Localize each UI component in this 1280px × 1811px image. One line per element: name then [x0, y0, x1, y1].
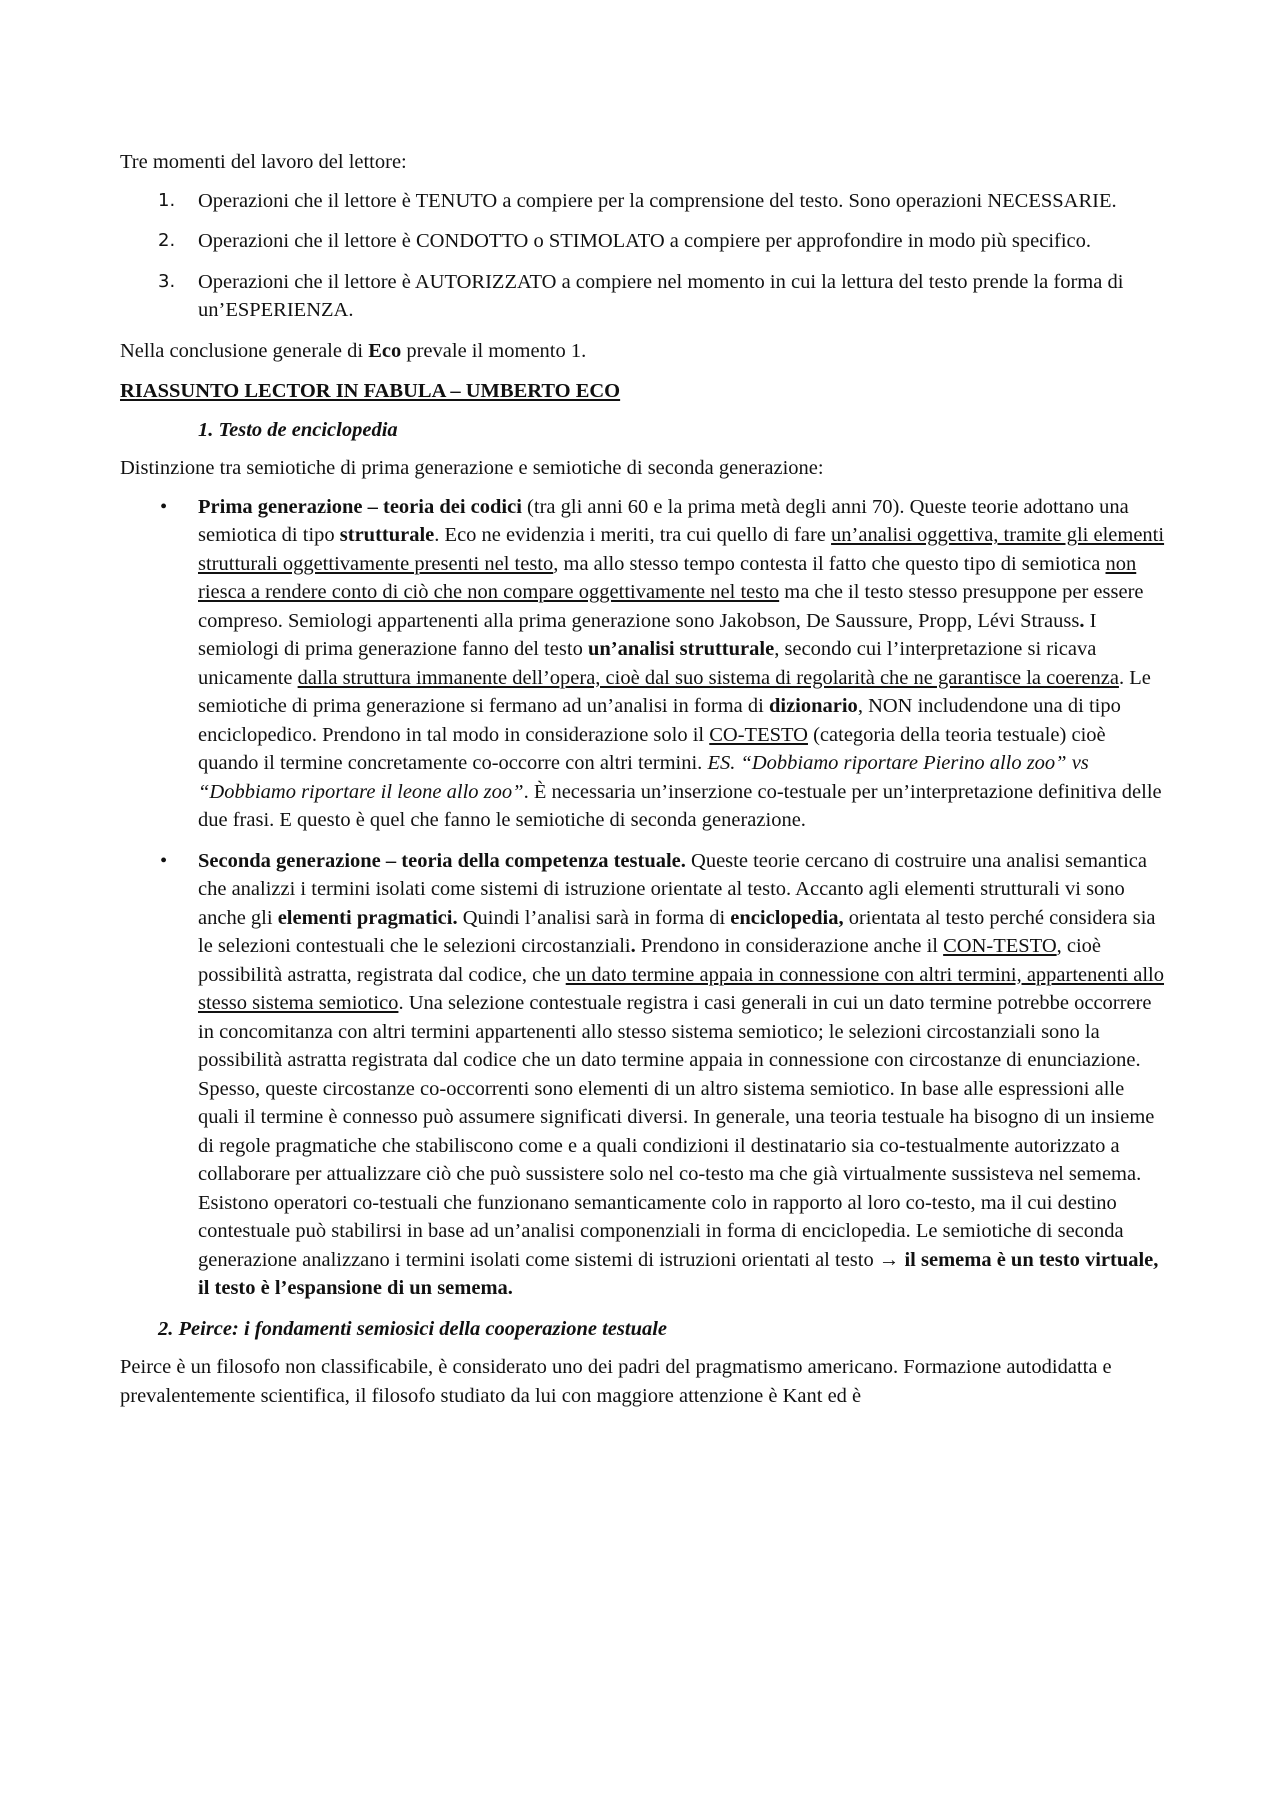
bold-run: Seconda generazione – teoria della competenza testuale.: [198, 849, 686, 872]
section-title-2: 2. Peirce: i fondamenti semiosici della cooperazione testuale: [158, 1317, 668, 1340]
bold-run: dizionario: [768, 695, 858, 717]
bullet-icon: •: [160, 849, 168, 872]
bold-run: strutturale: [339, 524, 435, 546]
distinction-paragraph: Distinzione tra semiotiche di prima generazione e semiotiche di seconda generazione:: [120, 457, 824, 479]
underline-run: un dato termine appaia in connessione con altri termini, appartenenti allo stesso sistema semiotico: [198, 963, 1165, 1014]
document-heading: RIASSUNTO LECTOR IN FABULA – UMBERTO ECO: [120, 380, 621, 402]
document-body: [120, 148, 1170, 1410]
text-run: , cioè possibilità astratta, registrata dal codice, che: [198, 935, 1102, 986]
text-run: , ma allo stesso tempo contesta il fatto che questo tipo di semiotica: [553, 552, 1106, 575]
list-marker: 1.: [158, 189, 176, 211]
text-run: . È necessaria un’inserzione co-testuale per un’interpretazione definitiva delle due frasi. E questo è quel che fanno le semiotiche di seconda generazione.: [198, 780, 1162, 831]
list-item: [120, 227, 1170, 256]
text-run: Quindi l’analisi sarà in forma di: [457, 906, 731, 929]
intro-line: Tre momenti del lavoro del lettore:: [120, 151, 407, 173]
list-item-second-generation: [120, 847, 1170, 1303]
list-item: [120, 268, 1170, 325]
italic-run: ES. “Dobbiamo riportare Pierino allo zoo” vs “Dobbiamo riportare il leone allo zoo”: [198, 752, 1089, 803]
list-item-text: Operazioni che il lettore è CONDOTTO o STIMOLATO a compiere per approfondire in modo più specifico.: [198, 230, 1092, 252]
first-generation-text: [198, 496, 1164, 832]
text-run: . Eco ne evidenzia i meriti, tra cui quello di fare: [434, 524, 832, 546]
text-run: , NON includendone una di tipo enciclopedico. Prendono in tal modo in considerazione solo il: [198, 695, 1121, 746]
text-run: Queste teorie cercano di costruire una analisi semantica che analizzi i termini isolati come sistemi di istruzione orientate al testo. Accanto agli elementi strutturali vi sono anche gli: [198, 849, 1147, 929]
reader-moments-list: [120, 187, 1170, 325]
arrow-right-icon: →: [878, 1248, 900, 1271]
text-run: . Una selezione contestuale registra i casi generali in cui un dato termine potrebbe occorrere in concomitanza con altri termini appartenenti allo stesso sistema semiotico; le selezioni circostanziali sono la possibilità astratta registrata dal codice che un dato termine appaia in connessione con circostanze di enunciazione. Spesso, queste circostanze co-occorrenti sono elementi di un altro sistema semiotico. In base alle espressioni alle quali il termine è connesso può assumere significati diversi. In generale, una teoria testuale ha bisogno di un insieme di regole pragmatiche che stabiliscono come e a quali condizioni il destinatario sia co-testualmente autorizzato a collaborare per attualizzare ciò che può sussistere solo nel co-testo ma che già virtualmente sussisteva nel semema.: [198, 992, 1155, 1185]
underline-run: non riesca a rendere conto di ciò che non compare oggettivamente nel testo: [198, 552, 1137, 603]
text-run: prevale il momento 1.: [401, 339, 587, 362]
list-item-first-generation: [120, 493, 1170, 835]
text-run: Esistono operatori co-testuali che funzionano semanticamente colo in rapporto al loro co-testo, ma il cui destino contestuale può stabilirsi in base ad un’analisi componenziali in forma di enciclopedia. Le semiotiche di seconda generazione analizzano i termini isolati come sistemi di istruzioni orientati al testo: [198, 1191, 1124, 1271]
bold-run: un’analisi strutturale: [587, 638, 775, 660]
list-marker: 2.: [158, 230, 176, 251]
text-run: , secondo cui l’interpretazione si ricava unicamente: [198, 638, 1097, 689]
bold-run: .: [1079, 609, 1085, 632]
section-title-1: 1. Testo de enciclopedia: [198, 418, 398, 441]
list-item-text: Operazioni che il lettore è AUTORIZZATO a compiere nel momento in cui la lettura del testo prende la forma di un’ESPERIENZA.: [198, 270, 1124, 321]
text-run: I semiologi di prima generazione fanno del testo: [198, 609, 1097, 660]
list-item: [120, 187, 1170, 216]
underline-run: CON-TESTO: [943, 935, 1057, 957]
bold-run: enciclopedia,: [730, 906, 844, 929]
text-run: ma che il testo stesso presuppone per essere compreso. Semiologi appartenenti alla prima generazione sono Jakobson, De Saussure, Propp, Lévi Strauss: [198, 581, 1144, 632]
text-run: orientata al testo perché considera sia le selezioni contestuali che le selezioni circostanziali: [198, 906, 1156, 957]
bold-run: Prima generazione – teoria dei codici: [198, 495, 522, 518]
bold-run: Eco: [368, 339, 402, 362]
generations-list: [120, 493, 1170, 1303]
list-item-text: Operazioni che il lettore è TENUTO a compiere per la comprensione del testo. Sono operazioni NECESSARIE.: [198, 189, 1117, 212]
text-run: Prendono in considerazione anche il: [635, 935, 944, 957]
underline-run: un’analisi oggettiva, tramite gli elementi strutturali oggettivamente presenti nel testo: [198, 524, 1165, 575]
text-run: (categoria della teoria testuale) cioè quando il termine concretamente co-occorre con altri termini.: [198, 723, 1106, 774]
bold-run: il semema è un testo virtuale, il testo è l’espansione di un semema.: [198, 1248, 1159, 1299]
underline-run: CO-TESTO: [709, 723, 808, 746]
bold-run: elementi pragmatici.: [277, 906, 458, 929]
bullet-icon: •: [160, 495, 168, 518]
text-run: Nella conclusione generale di: [120, 339, 369, 362]
list-marker: 3.: [158, 270, 176, 292]
conclusion-paragraph: [120, 337, 1170, 366]
text-run: (tra gli anni 60 e la prima metà degli anni 70). Queste teorie adottano una semiotica di tipo: [198, 495, 1129, 546]
underline-run: dalla struttura immanente dell’opera, cioè dal suo sistema di regolarità che ne garantisce la coerenza: [297, 666, 1119, 689]
text-run: . Le semiotiche di prima generazione si fermano ad un’analisi in forma di: [198, 666, 1151, 717]
bold-run: .: [630, 935, 636, 957]
peirce-paragraph: Peirce è un filosofo non classificabile, è considerato uno dei padri del pragmatismo americano. Formazione autodidatta e prevalentemente scientifica, il filosofo studiato da lui con maggiore attenzione è Kant ed è: [120, 1356, 1112, 1407]
second-generation-text: [198, 850, 1164, 1300]
